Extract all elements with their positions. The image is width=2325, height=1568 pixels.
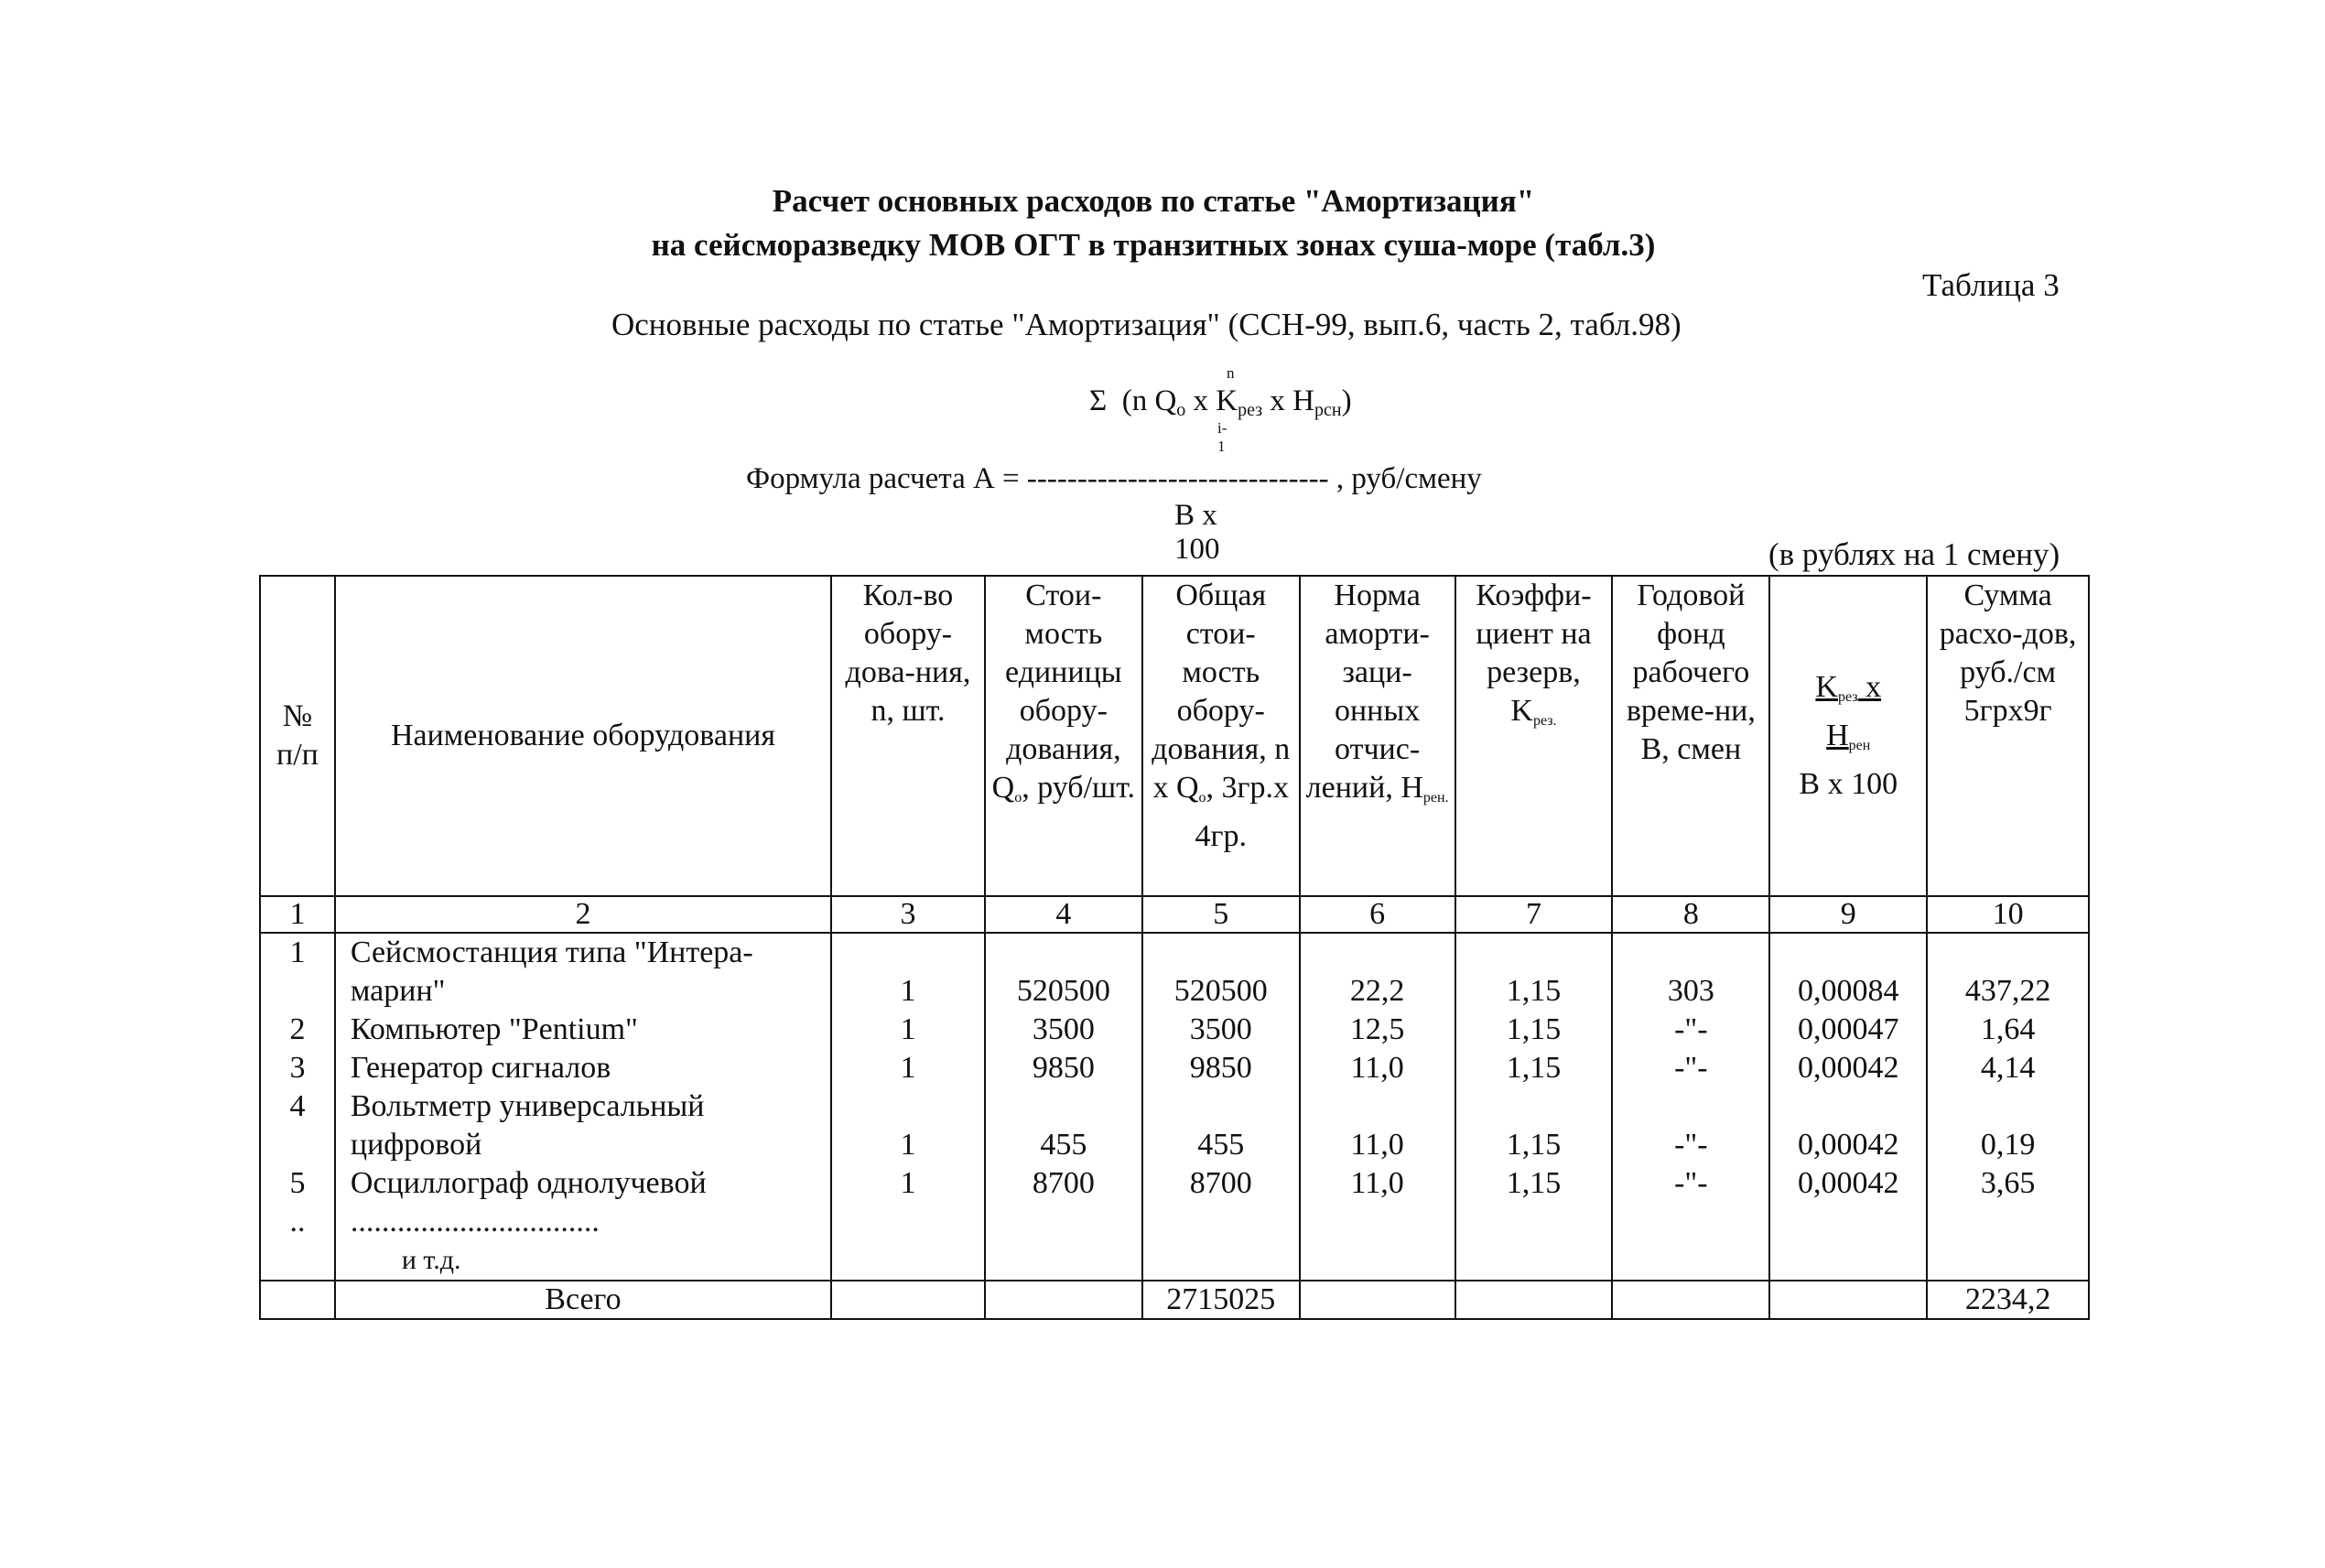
quantity-value: 1 <box>900 974 916 1008</box>
equipment-name: Компьютер "Pentium" <box>350 1012 638 1046</box>
column-number: 2 <box>335 896 831 933</box>
sum-value: 0,19 <box>1980 1128 2036 1162</box>
formula-fraction-bar: ------------------------------ <box>1026 462 1329 495</box>
formula-sub-rsn: рсн <box>1314 400 1342 420</box>
total-sum: 2234,2 <box>1927 1281 2089 1319</box>
header-k-numerator <box>1815 670 1881 704</box>
column-number: 4 <box>985 896 1142 933</box>
row-index: 2 <box>289 1012 306 1046</box>
sigma-symbol: Σ <box>1089 384 1108 417</box>
header-h-letter: H <box>1826 719 1849 752</box>
unit-cost-value: 8700 <box>1032 1166 1095 1200</box>
norm-value: 11,0 <box>1350 1128 1404 1162</box>
k-column <box>1769 933 1927 1281</box>
row-index: 4 <box>289 1089 306 1123</box>
total-empty-cell <box>260 1281 335 1319</box>
table-body <box>260 933 2089 1281</box>
sum-value: 4,14 <box>1980 1051 2036 1085</box>
equipment-name: Осциллограф однолучевой <box>350 1166 707 1200</box>
header-coefficient-text: Коэффи-циент на резерв, K <box>1476 579 1592 728</box>
header-sum: Сумма расхо-дов, руб./см 5грх9г <box>1927 576 2089 896</box>
header-unit-cost-sub: o <box>1014 790 1022 806</box>
total-empty-cell <box>985 1281 1142 1319</box>
column-number: 3 <box>831 896 985 933</box>
total-cost-value: 9850 <box>1189 1051 1252 1085</box>
column-number: 5 <box>1142 896 1300 933</box>
header-unit-cost-unit: , руб/шт. <box>1022 771 1136 805</box>
index-column <box>260 933 335 1281</box>
row-index: 5 <box>289 1166 306 1200</box>
unit-cost-value: 3500 <box>1032 1012 1095 1046</box>
total-empty-cell <box>1455 1281 1613 1319</box>
column-number: 7 <box>1455 896 1613 933</box>
header-quantity: Кол-во обору-дова-ния, n, шт. <box>831 576 985 896</box>
coefficient-value: 1,15 <box>1506 974 1562 1008</box>
header-annual-fund: Годовой фонд рабочего време-ни, В, смен <box>1612 576 1769 896</box>
formula-term-h: x H <box>1270 384 1315 417</box>
annual-fund-value: 303 <box>1667 974 1714 1008</box>
total-empty-cell <box>831 1281 985 1319</box>
quantity-value: 1 <box>900 1051 916 1085</box>
column-number: 10 <box>1927 896 2089 933</box>
header-k-times: x <box>1857 670 1882 704</box>
unit-cost-value: 455 <box>1040 1128 1087 1162</box>
total-row <box>260 1281 2089 1319</box>
header-norm-text: Норма аморти-заци-онных отчис-лений, H <box>1305 579 1430 805</box>
sum-value: 3,65 <box>1980 1166 2036 1200</box>
formula-line <box>746 462 1482 496</box>
annual-fund-value: -"- <box>1674 1051 1708 1085</box>
header-coefficient-sub: рез. <box>1532 713 1557 729</box>
norm-column <box>1300 933 1455 1281</box>
units-note: (в рублях на 1 смену) <box>1768 536 2060 572</box>
name-column <box>335 933 831 1281</box>
header-k-sub: рез <box>1837 689 1858 705</box>
row-index: 1 <box>289 935 306 969</box>
formula-sum-upper: n <box>1227 364 1235 382</box>
header-total-cost-text: Общая стои-мость обору-дования, n x Q <box>1152 579 1291 805</box>
norm-value: 22,2 <box>1349 974 1405 1008</box>
total-empty-cell <box>1612 1281 1769 1319</box>
annual-fund-value: -"- <box>1674 1012 1708 1046</box>
k-value: 0,00042 <box>1797 1166 1899 1200</box>
header-total-cost-formula: , 3гр.х 4гр. <box>1195 771 1289 853</box>
formula-sub-rez: рез <box>1238 400 1263 420</box>
header-unit-cost-text: Стои-мость единицы обору-дования, Q <box>991 579 1122 805</box>
formula-times-1: x <box>1193 384 1209 417</box>
header-k-formula <box>1769 576 1927 896</box>
column-number-row <box>260 896 2089 933</box>
equipment-name: Вольтметр универсальный <box>350 1089 705 1123</box>
row-index: .. <box>289 1205 306 1238</box>
unit-cost-value: 520500 <box>1016 974 1110 1008</box>
annual-fund-value: -"- <box>1674 1166 1708 1200</box>
norm-value: 11,0 <box>1350 1166 1404 1200</box>
k-value: 0,00042 <box>1797 1128 1899 1162</box>
total-cost-value: 8700 <box>1189 1166 1252 1200</box>
doc-subtitle: Основные расходы по статье "Амортизация" (ССН-99, вып.6, часть 2, табл.98) <box>611 307 1682 342</box>
annual-fund-column <box>1612 933 1769 1281</box>
column-number: 8 <box>1612 896 1769 933</box>
unit-cost-column <box>985 933 1142 1281</box>
coefficient-value: 1,15 <box>1506 1012 1562 1046</box>
quantity-value: 1 <box>900 1012 916 1046</box>
quantity-column <box>831 933 985 1281</box>
header-norm-sub: рен. <box>1422 790 1449 806</box>
row-index: 3 <box>289 1051 306 1085</box>
total-empty-cell <box>1300 1281 1455 1319</box>
annual-fund-value: -"- <box>1674 1128 1708 1162</box>
header-norm <box>1300 576 1455 896</box>
header-total-cost <box>1142 576 1300 896</box>
header-unit-cost <box>985 576 1142 896</box>
k-value: 0,00042 <box>1797 1051 1899 1085</box>
formula-denominator: В х 100 <box>1174 499 1220 566</box>
formula-numerator <box>1089 384 1352 421</box>
doc-title-line-1: Расчет основных расходов по статье "Амортизация" <box>772 183 1535 219</box>
formula-term-k: K <box>1216 384 1238 417</box>
total-label: Всего <box>335 1281 831 1319</box>
quantity-value: 1 <box>900 1128 916 1162</box>
total-cost-value: 520500 <box>1173 974 1268 1008</box>
header-equipment-name: Наименование оборудования <box>335 576 831 896</box>
column-number: 1 <box>260 896 335 933</box>
equipment-name-cont: цифровой <box>350 1128 482 1162</box>
k-value: 0,00047 <box>1797 1012 1899 1046</box>
equipment-name-cont: марин" <box>350 974 446 1008</box>
total-cost-value: 455 <box>1197 1128 1245 1162</box>
header-h-sub: рен <box>1848 738 1871 753</box>
amortization-table <box>259 575 2090 1320</box>
equipment-name: Генератор сигналов <box>350 1051 611 1085</box>
quantity-value: 1 <box>900 1166 916 1200</box>
formula-sub-o: o <box>1176 400 1186 420</box>
formula-close-paren: ) <box>1341 384 1352 417</box>
coefficient-value: 1,15 <box>1506 1166 1562 1200</box>
etc-row: и т.д. <box>401 1245 461 1275</box>
column-number: 6 <box>1300 896 1455 933</box>
total-cost-value: 3500 <box>1189 1012 1252 1046</box>
total-cost-sum: 2715025 <box>1142 1281 1300 1319</box>
header-h-numerator <box>1826 719 1870 752</box>
sum-column <box>1927 933 2089 1281</box>
column-number: 9 <box>1769 896 1927 933</box>
k-value: 0,00084 <box>1797 974 1899 1008</box>
total-cost-column <box>1142 933 1300 1281</box>
formula-term-q: (n Q <box>1121 384 1177 417</box>
header-index: № п/п <box>260 576 335 896</box>
sum-value: 1,64 <box>1980 1012 2036 1046</box>
table-number-label: Таблица 3 <box>1922 267 2060 303</box>
equipment-name: Сейсмостанция типа "Интера- <box>350 935 753 969</box>
coefficient-value: 1,15 <box>1506 1051 1562 1085</box>
coefficient-value: 1,15 <box>1506 1128 1562 1162</box>
ellipsis-row: ................................ <box>350 1205 600 1238</box>
header-total-cost-sub: o <box>1198 790 1206 806</box>
norm-value: 11,0 <box>1350 1051 1404 1085</box>
formula-label: Формула расчета А = <box>746 462 1020 495</box>
sum-value: 437,22 <box>1964 974 2051 1008</box>
norm-value: 12,5 <box>1349 1012 1405 1046</box>
formula-unit: , руб/смену <box>1336 462 1482 495</box>
header-k-denominator: В х 100 <box>1799 767 1898 801</box>
unit-cost-value: 9850 <box>1032 1051 1095 1085</box>
coefficient-column <box>1455 933 1613 1281</box>
table-header-row <box>260 576 2089 896</box>
doc-title-line-2: на сейсморазведку МОВ ОГТ в транзитных зонах суша-море (табл.3) <box>651 227 1656 263</box>
total-empty-cell <box>1769 1281 1927 1319</box>
header-coefficient <box>1455 576 1613 896</box>
formula-sum-lower: i- 1 <box>1217 419 1227 455</box>
header-k-letter: K <box>1815 670 1838 704</box>
